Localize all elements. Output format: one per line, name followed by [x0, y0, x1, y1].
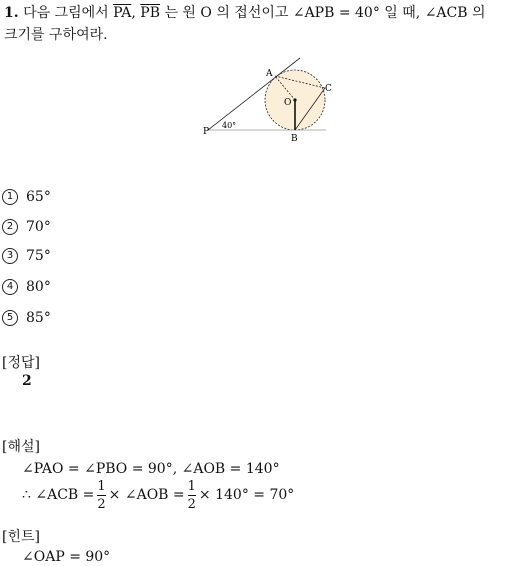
choice-marker-4: 4	[2, 279, 18, 295]
frac-den-1: 2	[97, 496, 106, 512]
choice-2[interactable]	[2, 219, 51, 235]
choice-marker-2: 2	[2, 219, 18, 235]
answer-header: [정답]	[2, 355, 40, 371]
choice-marker-5: 5	[2, 310, 18, 326]
choice-marker-3: 3	[2, 248, 18, 264]
explanation-line-2	[22, 477, 294, 513]
label-b: B	[291, 134, 298, 144]
expl-l2-post: × 140° = 70°	[198, 487, 295, 503]
expl-l2-mid: × ∠AOB =	[108, 487, 185, 503]
answer-value: 2	[22, 373, 32, 389]
choice-1[interactable]	[2, 189, 51, 205]
choice-5[interactable]	[2, 310, 51, 326]
label-p: P	[203, 127, 210, 137]
geometry-figure	[200, 54, 340, 146]
choice-text-3: 75°	[26, 248, 51, 264]
fraction-half-1	[97, 480, 105, 511]
choice-marker-1: 1	[2, 189, 18, 205]
center-point	[293, 98, 296, 101]
expl-l2-pre: ∴ ∠ACB =	[22, 487, 95, 503]
segment-pb: $\overline{PB}$	[140, 5, 160, 21]
label-c: C	[325, 84, 332, 94]
choice-text-5: 85°	[26, 310, 51, 326]
frac-num-2: 1	[187, 478, 196, 494]
question-comma: ,	[131, 5, 141, 21]
angle-label: 40°	[222, 121, 237, 130]
frac-num-1: 1	[97, 478, 106, 494]
question-line-2: 크기를 구하여라.	[4, 27, 108, 43]
choice-3[interactable]	[2, 248, 51, 264]
segment-pa: $\overline{PA}$	[113, 5, 132, 21]
choice-4[interactable]	[2, 279, 51, 295]
label-o: O	[284, 98, 292, 108]
label-a: A	[266, 69, 273, 79]
explanation-header: [해설]	[2, 439, 40, 455]
explanation-line-1: ∠PAO = ∠PBO = 90°, ∠AOB = 140°	[22, 461, 280, 477]
question-number: 1.	[4, 5, 19, 21]
hint-header: [힌트]	[2, 529, 40, 545]
hint-line-1: ∠OAP = 90°	[22, 549, 111, 565]
fraction-half-2	[188, 480, 196, 511]
question-line-1	[4, 4, 486, 22]
choice-text-2: 70°	[26, 219, 51, 235]
question-text-a: 다음 그림에서	[23, 5, 114, 21]
frac-den-2: 2	[187, 496, 196, 512]
question-text-b: 는 원 O 의 접선이고 ∠APB = 40° 일 때, ∠ACB 의	[160, 5, 486, 21]
choice-text-4: 80°	[26, 279, 51, 295]
choice-text-1: 65°	[26, 189, 51, 205]
